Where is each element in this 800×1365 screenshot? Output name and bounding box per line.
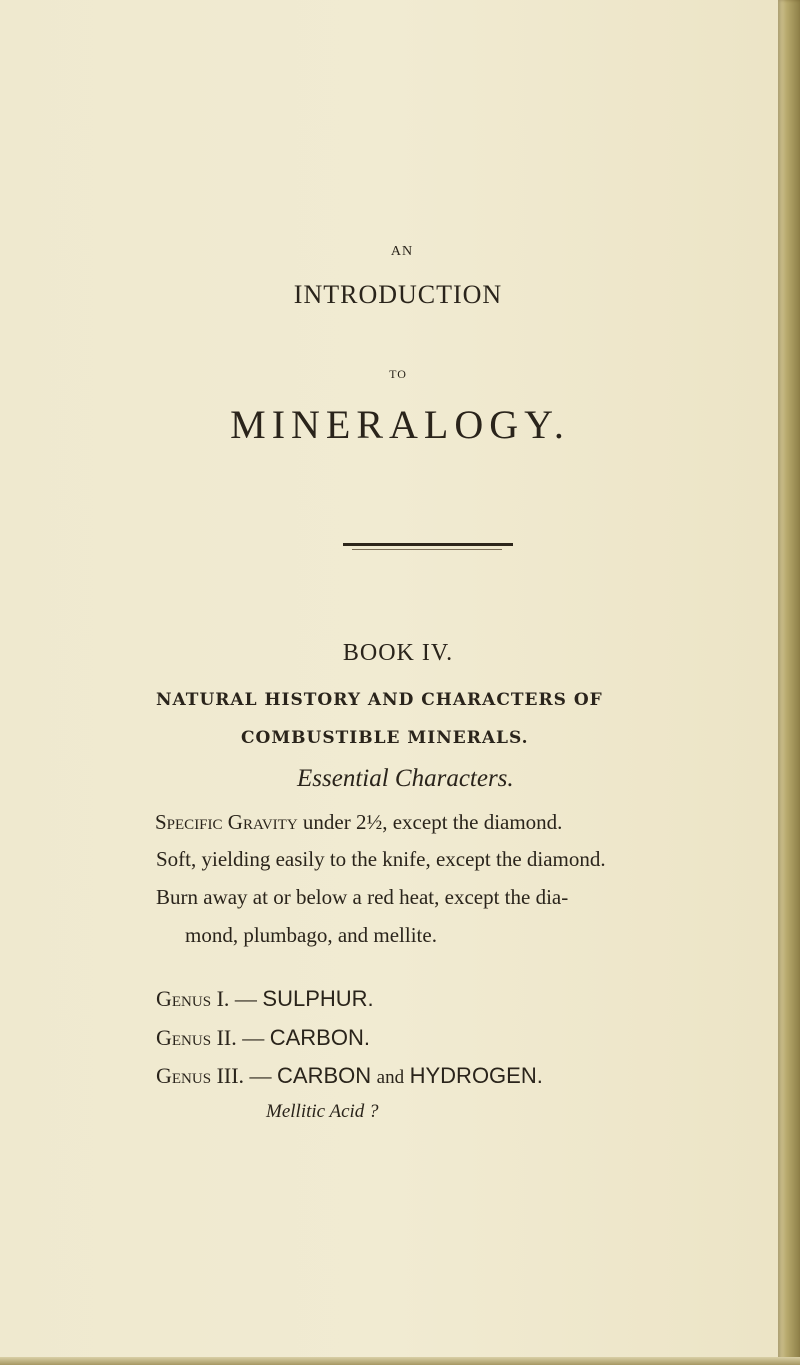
- subtitle-line-1: NATURAL HISTORY AND CHARACTERS OF: [156, 690, 603, 710]
- mellitic-acid: Mellitic Acid ?: [266, 1101, 379, 1122]
- page-bottom-edge: [0, 1357, 800, 1365]
- genus-name-2: HYDROGEN.: [409, 1063, 543, 1088]
- genus-2: Genus II. — CARBON.: [156, 1025, 370, 1050]
- title-rule-thin: [352, 549, 502, 550]
- page-edge: [778, 0, 800, 1365]
- character-line-4: mond, plumbago, and mellite.: [185, 923, 437, 947]
- genus-name: CARBON: [277, 1063, 372, 1088]
- book-heading: BOOK IV.: [342, 640, 454, 666]
- character-line-2: Soft, yielding easily to the knife, except the diamond.: [156, 847, 606, 871]
- essential-heading: Essential Characters.: [297, 765, 514, 792]
- genus-label: Genus: [156, 1025, 212, 1050]
- genus-label: Genus: [156, 986, 212, 1011]
- character-line-1: [155, 810, 562, 835]
- genus-3: Genus III. — CARBON and HYDROGEN.: [156, 1063, 543, 1088]
- title-to: TO: [389, 367, 407, 381]
- subtitle-line-2: COMBUSTIBLE MINERALS.: [241, 728, 529, 748]
- genus-name: SULPHUR.: [262, 986, 374, 1011]
- genus-numeral: II.: [216, 1025, 237, 1050]
- genus-numeral: III.: [216, 1063, 245, 1088]
- title-mineralogy: MINERALOGY.: [230, 402, 570, 447]
- genus-name: CARBON.: [269, 1025, 370, 1050]
- specific-gravity-text: under 2½, except the diamond.: [297, 810, 563, 834]
- genus-label: Genus: [156, 1063, 212, 1088]
- title-rule: [343, 543, 513, 546]
- genus-1: Genus I. — SULPHUR.: [156, 986, 374, 1011]
- character-line-3: Burn away at or below a red heat, except the dia-: [156, 885, 569, 909]
- title-introduction: INTRODUCTION: [293, 280, 503, 309]
- title-an: AN: [390, 244, 414, 259]
- genus-numeral: I.: [216, 986, 230, 1011]
- genus-and: and: [376, 1067, 405, 1088]
- specific-gravity-label: Specific Gravity: [155, 810, 298, 834]
